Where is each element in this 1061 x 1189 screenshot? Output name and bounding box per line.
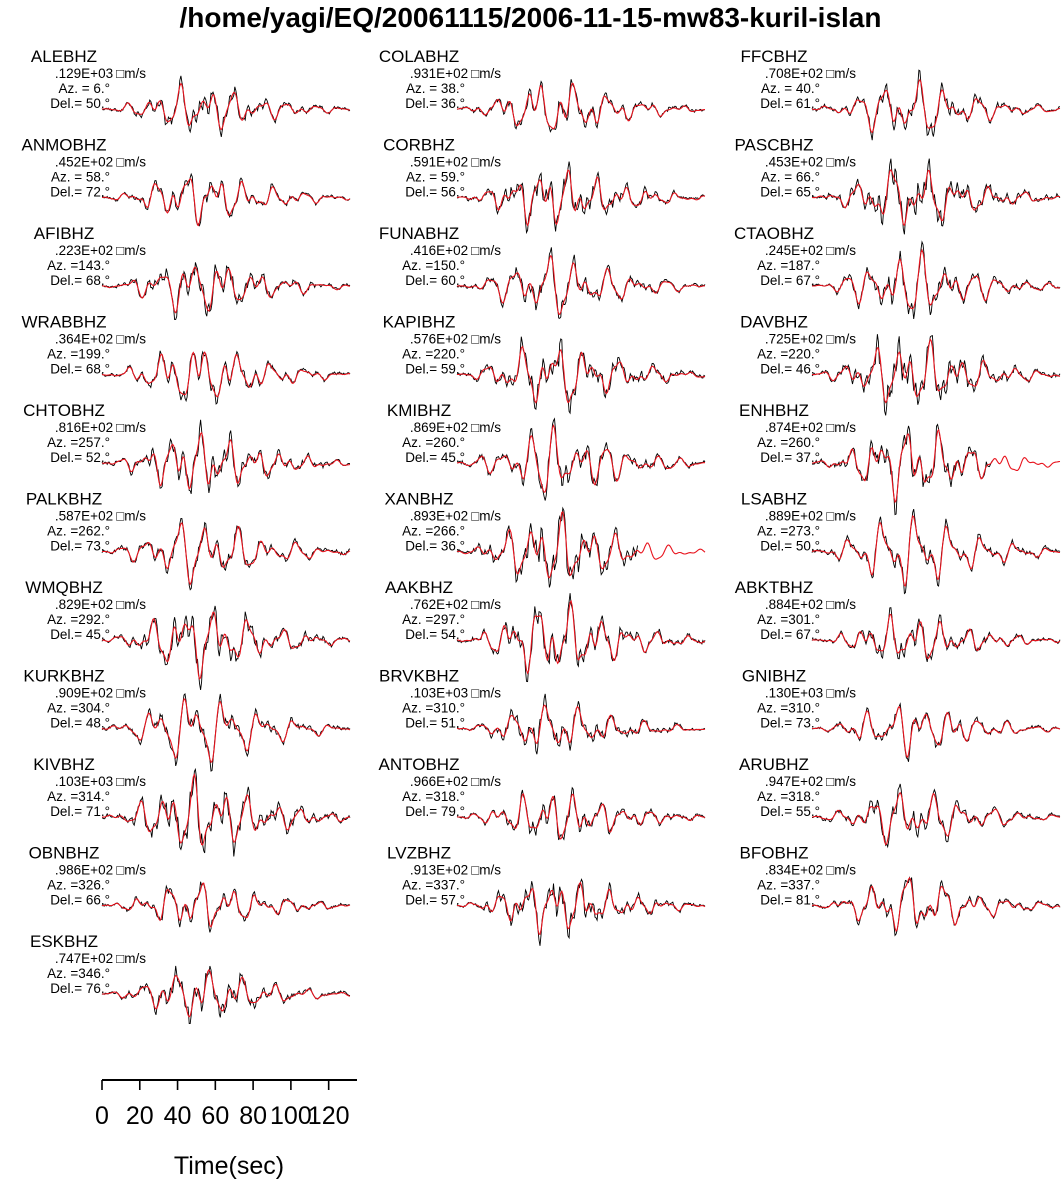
station-name: COLABHZ — [378, 47, 460, 66]
azimuth-label: Az. =220.° — [757, 346, 820, 362]
observed-waveform — [457, 788, 705, 840]
amplitude-unit: □m/s — [826, 243, 856, 258]
station-panel — [383, 136, 705, 233]
amplitude-label — [55, 863, 146, 878]
station-panel — [22, 136, 351, 226]
azimuth-label: Az. =143.° — [47, 258, 110, 273]
observed-waveform — [812, 159, 1060, 235]
distance-label: Del.= 56.° — [405, 184, 465, 200]
station-name: KAPIBHZ — [382, 312, 456, 332]
station-name: AFIBHZ — [33, 224, 95, 243]
station-name: PALKBHZ — [25, 489, 103, 509]
plot-title: /home/yagi/EQ/20061115/2006-11-15-mw83-kuril-islan — [179, 2, 882, 33]
distance-label: Del.= 36.° — [405, 538, 465, 554]
amplitude-label — [765, 863, 856, 878]
amplitude-unit: □m/s — [116, 154, 146, 170]
observed-waveform — [812, 784, 1060, 847]
amplitude-value: .223E+02 — [54, 243, 114, 258]
station-name: LVZBHZ — [387, 843, 451, 863]
x-tick-label: 100 — [270, 1102, 312, 1130]
azimuth-label: Az. =337.° — [757, 877, 820, 893]
amplitude-unit: □m/s — [471, 154, 501, 170]
amplitude-value: .947E+02 — [764, 774, 824, 789]
amplitude-label — [765, 155, 856, 170]
amplitude-unit: □m/s — [826, 597, 856, 612]
station-name: AAKBHZ — [384, 578, 454, 597]
distance-label: Del.= 51.° — [405, 715, 465, 731]
synthetic-waveform — [102, 612, 350, 679]
amplitude-unit: □m/s — [826, 685, 856, 701]
synthetic-waveform — [102, 433, 350, 489]
amplitude-label — [55, 155, 146, 170]
amplitude-label — [55, 66, 146, 81]
observed-waveform — [812, 425, 993, 515]
azimuth-label: Az. =304.° — [47, 700, 110, 716]
amplitude-value: .103E+03 — [409, 685, 469, 701]
azimuth-label: Az. =337.° — [402, 877, 465, 893]
distance-label: Del.= 61.° — [760, 96, 820, 111]
station-panel — [383, 313, 705, 414]
synthetic-waveform — [457, 83, 705, 128]
amplitude-label — [765, 509, 856, 524]
observed-waveform — [457, 247, 705, 318]
station-name: LSABHZ — [740, 489, 808, 509]
station-name: ARUBHZ — [739, 755, 809, 774]
station-panel — [26, 490, 350, 590]
synthetic-waveform — [457, 883, 705, 935]
station-panel — [385, 490, 705, 588]
station-name: ANMOBHZ — [21, 135, 107, 155]
synthetic-waveform — [457, 170, 705, 225]
amplitude-unit: □m/s — [471, 597, 501, 612]
distance-label: Del.= 50.° — [50, 96, 110, 111]
amplitude-label — [55, 951, 146, 966]
amplitude-unit: □m/s — [116, 420, 146, 435]
station-name: WMQBHZ — [25, 578, 103, 597]
amplitude-label — [55, 597, 146, 612]
distance-label: Del.= 55.° — [760, 804, 820, 819]
distance-label: Del.= 81.° — [760, 892, 820, 908]
station-panel — [29, 844, 350, 933]
station-panel — [379, 667, 705, 755]
station-panel — [742, 667, 1060, 762]
azimuth-label: Az. =318.° — [402, 789, 465, 804]
x-tick-label: 0 — [95, 1102, 109, 1130]
amplitude-unit: □m/s — [116, 862, 146, 878]
station-panel — [734, 136, 1060, 235]
amplitude-value: .884E+02 — [764, 597, 824, 612]
amplitude-label — [410, 509, 501, 524]
synthetic-waveform — [457, 256, 705, 314]
amplitude-value: .245E+02 — [764, 243, 824, 258]
amplitude-unit: □m/s — [826, 66, 856, 81]
synthetic-waveform — [457, 425, 705, 492]
synthetic-waveform — [812, 707, 1060, 758]
amplitude-label — [410, 420, 501, 435]
distance-label: Del.= 73.° — [760, 715, 820, 731]
distance-label: Del.= 50.° — [760, 538, 820, 554]
amplitude-unit: □m/s — [471, 420, 501, 435]
station-name: OBNBHZ — [28, 843, 100, 863]
amplitude-unit: □m/s — [826, 420, 856, 435]
synthetic-waveform — [812, 878, 1060, 931]
stations-layer — [22, 47, 1061, 1024]
distance-label: Del.= 73.° — [50, 538, 110, 554]
amplitude-unit: □m/s — [826, 774, 856, 789]
observed-waveform — [812, 704, 1060, 762]
amplitude-label — [55, 420, 146, 435]
amplitude-unit: □m/s — [471, 66, 501, 81]
amplitude-value: .130E+03 — [764, 685, 824, 701]
azimuth-label: Az. = 38.° — [405, 81, 465, 96]
station-panel — [379, 224, 705, 318]
amplitude-value: .893E+02 — [409, 508, 469, 524]
amplitude-label — [410, 155, 501, 170]
station-name: ENHBHZ — [739, 401, 809, 420]
amplitude-value: .576E+02 — [409, 331, 469, 347]
distance-label: Del.= 57.° — [405, 892, 465, 908]
distance-label: Del.= 52.° — [50, 450, 110, 465]
station-panel — [740, 313, 1060, 416]
azimuth-label: Az. =297.° — [402, 612, 465, 627]
station-panel — [34, 224, 350, 320]
amplitude-unit: □m/s — [116, 951, 146, 966]
x-axis-title: Time(sec) — [173, 1152, 285, 1180]
amplitude-label — [410, 243, 501, 258]
amplitude-value: .103E+03 — [54, 774, 114, 789]
distance-label: Del.= 59.° — [405, 361, 465, 377]
amplitude-unit: □m/s — [826, 154, 856, 170]
station-panel — [379, 755, 705, 840]
observed-waveform — [812, 878, 1060, 936]
synthetic-waveform — [102, 84, 350, 130]
synthetic-waveform — [812, 516, 1060, 586]
observed-waveform — [102, 694, 350, 771]
amplitude-label — [410, 863, 501, 878]
station-panel — [739, 755, 1060, 847]
amplitude-value: .762E+02 — [409, 597, 469, 612]
amplitude-unit: □m/s — [471, 685, 501, 701]
azimuth-label: Az. = 59.° — [405, 169, 465, 185]
amplitude-label — [410, 686, 501, 701]
amplitude-unit: □m/s — [826, 331, 856, 347]
distance-label: Del.= 54.° — [405, 627, 465, 642]
observed-waveform — [457, 879, 705, 945]
azimuth-label: Az. =310.° — [757, 700, 820, 716]
distance-label: Del.= 68.° — [50, 273, 110, 288]
amplitude-value: .986E+02 — [54, 862, 114, 878]
distance-label: Del.= 60.° — [405, 273, 465, 288]
station-name: GNIBHZ — [741, 666, 807, 686]
amplitude-unit: □m/s — [116, 774, 146, 789]
amplitude-value: .452E+02 — [54, 154, 114, 170]
observed-waveform — [457, 694, 705, 754]
azimuth-label: Az. =292.° — [47, 612, 110, 627]
amplitude-value: .874E+02 — [764, 420, 824, 435]
synthetic-waveform — [812, 430, 1060, 502]
azimuth-label: Az. =262.° — [47, 523, 110, 539]
amplitude-unit: □m/s — [471, 862, 501, 878]
amplitude-label — [55, 774, 146, 789]
amplitude-label — [55, 332, 146, 347]
station-name: FFCBHZ — [740, 47, 808, 66]
azimuth-label: Az. =199.° — [47, 346, 110, 362]
distance-label: Del.= 71.° — [50, 804, 110, 819]
station-name: KIVBHZ — [33, 755, 95, 774]
amplitude-label — [765, 66, 856, 81]
azimuth-label: Az. =260.° — [402, 435, 465, 450]
station-name: DAVBHZ — [740, 312, 808, 332]
station-name: CHTOBHZ — [23, 401, 105, 420]
amplitude-value: .725E+02 — [764, 331, 824, 347]
amplitude-value: .416E+02 — [409, 243, 469, 258]
amplitude-value: .834E+02 — [764, 862, 824, 878]
station-panel — [387, 401, 705, 501]
azimuth-label: Az. =257.° — [47, 435, 110, 450]
distance-label: Del.= 66.° — [50, 892, 110, 908]
distance-label: Del.= 48.° — [50, 715, 110, 731]
station-panel — [735, 578, 1060, 662]
amplitude-label — [410, 332, 501, 347]
amplitude-unit: □m/s — [471, 331, 501, 347]
azimuth-label: Az. =301.° — [757, 612, 820, 627]
amplitude-value: .829E+02 — [54, 597, 114, 612]
distance-label: Del.= 68.° — [50, 361, 110, 377]
distance-label: Del.= 67.° — [760, 627, 820, 642]
azimuth-label: Az. =346.° — [47, 966, 110, 981]
distance-label: Del.= 46.° — [760, 361, 820, 377]
azimuth-label: Az. =187.° — [757, 258, 820, 273]
x-tick-label: 60 — [201, 1102, 230, 1130]
amplitude-value: .129E+03 — [54, 66, 114, 81]
amplitude-label — [55, 686, 146, 701]
station-panel — [22, 313, 351, 404]
station-panel — [23, 401, 350, 494]
distance-label: Del.= 79.° — [405, 804, 465, 819]
station-name: FUNABHZ — [378, 224, 460, 243]
azimuth-label: Az. =314.° — [47, 789, 110, 804]
time-axis — [95, 1080, 357, 1180]
station-panel — [33, 755, 350, 857]
amplitude-label — [765, 243, 856, 258]
amplitude-value: .747E+02 — [54, 951, 114, 966]
distance-label: Del.= 45.° — [405, 450, 465, 465]
station-name: ABKTBHZ — [734, 578, 814, 597]
station-name: CTAOBHZ — [734, 224, 814, 243]
azimuth-label: Az. =260.° — [757, 435, 820, 450]
azimuth-label: Az. =326.° — [47, 877, 110, 893]
amplitude-unit: □m/s — [471, 243, 501, 258]
x-tick-label: 40 — [163, 1102, 192, 1130]
amplitude-label — [410, 597, 501, 612]
observed-waveform — [102, 606, 350, 690]
azimuth-label: Az. = 40.° — [760, 81, 820, 96]
amplitude-unit: □m/s — [116, 243, 146, 258]
azimuth-label: Az. =266.° — [402, 523, 465, 539]
station-name: PASCBHZ — [734, 135, 814, 155]
amplitude-value: .816E+02 — [54, 420, 114, 435]
amplitude-unit: □m/s — [116, 66, 146, 81]
station-name: KMIBHZ — [386, 401, 452, 420]
amplitude-label — [765, 332, 856, 347]
station-name: BRVKBHZ — [379, 666, 459, 686]
amplitude-value: .587E+02 — [54, 508, 114, 524]
distance-label: Del.= 65.° — [760, 184, 820, 200]
amplitude-unit: □m/s — [116, 685, 146, 701]
station-name: WRABBHZ — [21, 312, 107, 332]
distance-label: Del.= 76.° — [50, 981, 110, 996]
amplitude-label — [765, 420, 856, 435]
amplitude-unit: □m/s — [116, 331, 146, 347]
station-panel — [734, 224, 1060, 319]
x-tick-label: 120 — [307, 1102, 350, 1130]
amplitude-unit: □m/s — [826, 508, 856, 524]
distance-label: Del.= 45.° — [50, 627, 110, 642]
synthetic-waveform — [812, 80, 1060, 133]
amplitude-unit: □m/s — [471, 508, 501, 524]
amplitude-label — [765, 686, 856, 701]
station-name: XANBHZ — [384, 489, 454, 509]
amplitude-value: .931E+02 — [409, 66, 469, 81]
station-name: CORBHZ — [383, 135, 455, 155]
station-name: BFOBHZ — [739, 843, 809, 863]
station-panel — [31, 47, 350, 137]
observed-waveform — [102, 882, 350, 933]
station-name: ESKBHZ — [29, 932, 99, 951]
amplitude-unit: □m/s — [116, 597, 146, 612]
azimuth-label: Az. =273.° — [757, 523, 820, 539]
amplitude-value: .869E+02 — [409, 420, 469, 435]
azimuth-label: Az. = 6.° — [58, 81, 110, 96]
x-tick-label: 20 — [125, 1102, 154, 1130]
station-panel — [379, 47, 705, 132]
amplitude-label — [55, 243, 146, 258]
amplitude-value: .913E+02 — [409, 862, 469, 878]
synthetic-waveform — [102, 970, 350, 1017]
azimuth-label: Az. = 66.° — [760, 169, 820, 185]
synthetic-waveform — [102, 699, 350, 762]
synthetic-waveform — [102, 179, 350, 226]
amplitude-value: .364E+02 — [54, 331, 114, 347]
distance-label: Del.= 67.° — [760, 273, 820, 288]
amplitude-value: .966E+02 — [409, 774, 469, 789]
station-name: ALEBHZ — [30, 47, 98, 66]
amplitude-unit: □m/s — [471, 774, 501, 789]
amplitude-value: .591E+02 — [409, 154, 469, 170]
distance-label: Del.= 36.° — [405, 96, 465, 111]
amplitude-label — [765, 774, 856, 789]
amplitude-value: .453E+02 — [764, 154, 824, 170]
amplitude-unit: □m/s — [116, 508, 146, 524]
station-panel — [30, 932, 350, 1024]
synthetic-waveform — [102, 352, 350, 397]
station-name: ANTOBHZ — [378, 755, 460, 774]
amplitude-label — [55, 509, 146, 524]
amplitude-value: .889E+02 — [764, 508, 824, 524]
amplitude-unit: □m/s — [826, 862, 856, 878]
station-panel — [740, 47, 1060, 140]
station-panel — [740, 844, 1060, 936]
amplitude-value: .708E+02 — [764, 66, 824, 81]
azimuth-label: Az. =150.° — [402, 258, 465, 273]
station-name: KURKBHZ — [23, 666, 105, 686]
synthetic-waveform — [102, 267, 350, 312]
synthetic-waveform — [457, 794, 705, 839]
azimuth-label: Az. =318.° — [757, 789, 820, 804]
synthetic-waveform — [812, 339, 1060, 402]
azimuth-label: Az. =310.° — [402, 700, 465, 716]
observed-waveform — [457, 79, 705, 131]
amplitude-value: .909E+02 — [54, 685, 114, 701]
x-tick-label: 80 — [239, 1102, 268, 1130]
azimuth-label: Az. =220.° — [402, 346, 465, 362]
distance-label: Del.= 37.° — [760, 450, 820, 465]
distance-label: Del.= 72.° — [50, 184, 110, 200]
synthetic-waveform — [812, 170, 1060, 225]
station-panel — [387, 844, 705, 946]
azimuth-label: Az. = 58.° — [50, 169, 110, 185]
amplitude-label — [765, 597, 856, 612]
amplitude-label — [410, 66, 501, 81]
amplitude-label — [410, 774, 501, 789]
